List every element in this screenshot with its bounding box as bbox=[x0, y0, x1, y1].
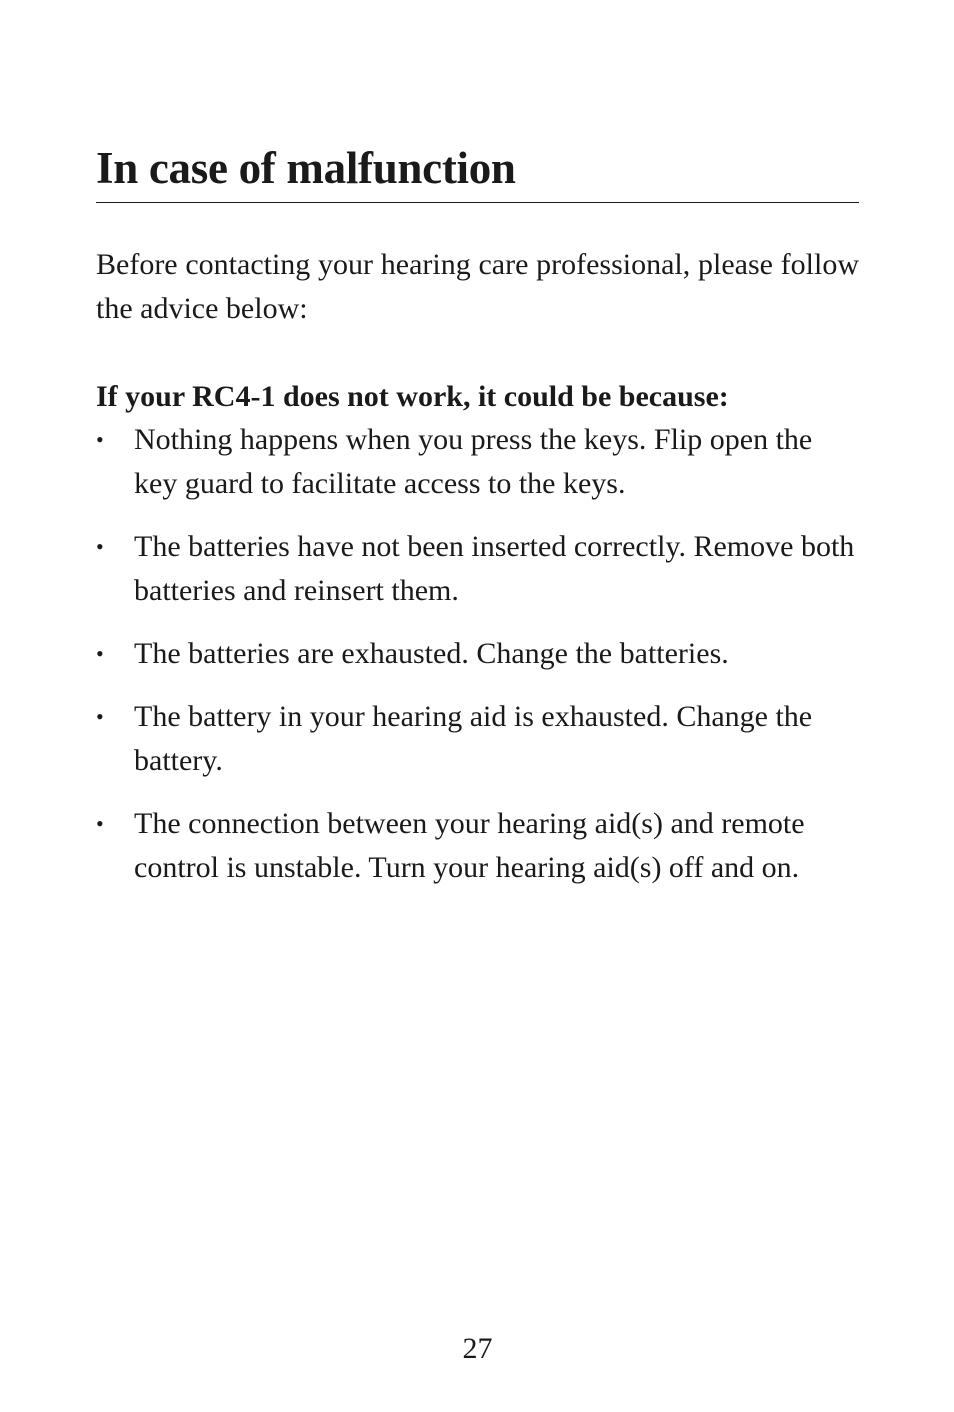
bullet-icon: • bbox=[96, 534, 104, 559]
bullet-icon: • bbox=[96, 641, 104, 666]
list-item bbox=[96, 525, 859, 613]
troubleshooting-list bbox=[96, 418, 859, 909]
list-item-text: The battery in your hearing aid is exhausted. Change the battery. bbox=[134, 700, 813, 777]
list-item-text: The batteries are exhausted. Change the batteries. bbox=[134, 637, 729, 670]
bullet-icon: • bbox=[96, 811, 104, 836]
list-item bbox=[96, 418, 859, 506]
page-number: 27 bbox=[462, 1332, 493, 1365]
bullet-icon: • bbox=[96, 427, 104, 452]
page-title: In case of malfunction bbox=[96, 143, 516, 193]
list-item bbox=[96, 802, 859, 890]
list-item-text: The connection between your hearing aid(s) and remote control is unstable. Turn your hearing aid(s) off and on. bbox=[134, 807, 805, 884]
section-subheading: If your RC4-1 does not work, it could be because: bbox=[96, 380, 729, 413]
intro-paragraph: Before contacting your hearing care professional, please follow the advice below: bbox=[96, 248, 859, 325]
list-item bbox=[96, 695, 859, 783]
list-item bbox=[96, 632, 859, 676]
document-page bbox=[96, 0, 859, 1412]
list-item-text: The batteries have not been inserted correctly. Remove both batteries and reinsert them. bbox=[134, 530, 855, 607]
list-item-text: Nothing happens when you press the keys. Flip open the key guard to facilitate access to the keys. bbox=[134, 423, 813, 500]
title-divider bbox=[96, 202, 859, 203]
bullet-icon: • bbox=[96, 704, 104, 729]
